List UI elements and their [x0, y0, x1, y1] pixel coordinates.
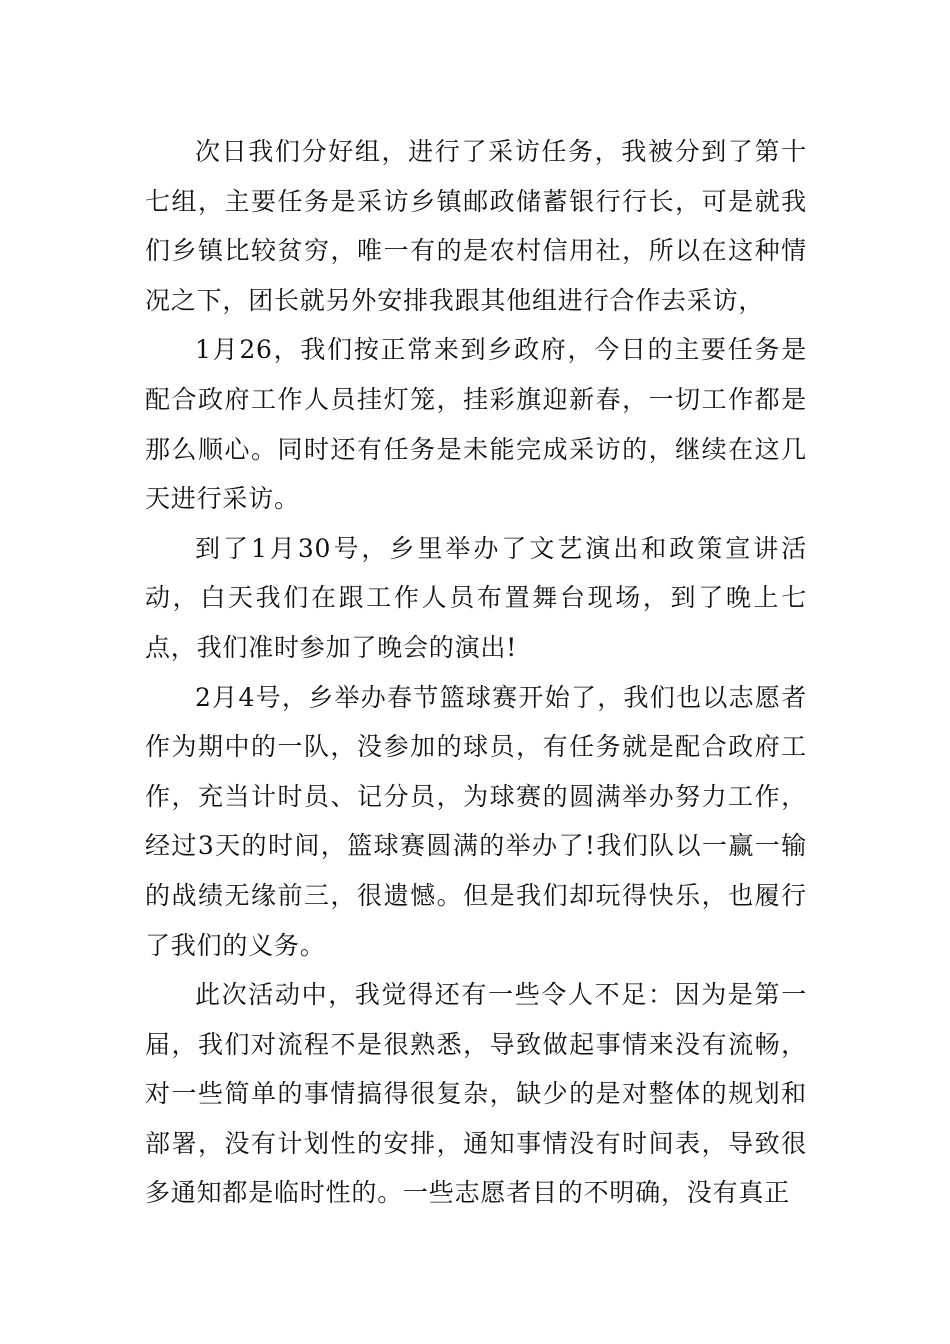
paragraph-2: 1月26，我们按正常来到乡政府，今日的主要任务是配合政府工作人员挂灯笼，挂彩旗迎新春，一切工作都是那么顺心。同时还有任务是未能完成采访的，继续在这几天进行采访。: [145, 335, 807, 514]
paragraph-4: 2月4号，乡举办春节篮球赛开始了，我们也以志愿者作为期中的一队，没参加的球员，有任务就是配合政府工作，充当计时员、记分员，为球赛的圆满举办努力工作，经过3天的时间，篮球赛圆满的举办了!我们队以一赢一输的战绩无缘前三，很遗憾。但是我们却玩得快乐，也履行了我们的义务。: [145, 682, 807, 960]
paragraph-3: 到了1月30号，乡里举办了文艺演出和政策宣讲活动，白天我们在跟工作人员布置舞台现场，到了晚上七点，我们准时参加了晚会的演出!: [145, 533, 807, 662]
document-body: [145, 127, 807, 1218]
paragraph-1: 次日我们分好组，进行了采访任务，我被分到了第十七组，主要任务是采访乡镇邮政储蓄银行行长，可是就我们乡镇比较贫穷，唯一有的是农村信用社，所以在这种情况之下，团长就另外安排我跟其他组进行合作去采访，: [145, 137, 807, 315]
paragraph-5: 此次活动中，我觉得还有一些令人不足：因为是第一届，我们对流程不是很熟悉，导致做起事情来没有流畅，对一些简单的事情搞得很复杂，缺少的是对整体的规划和部署，没有计划性的安排，通知事情没有时间表，导致很多通知都是临时性的。一些志愿者目的不明确，没有真正: [145, 980, 807, 1208]
